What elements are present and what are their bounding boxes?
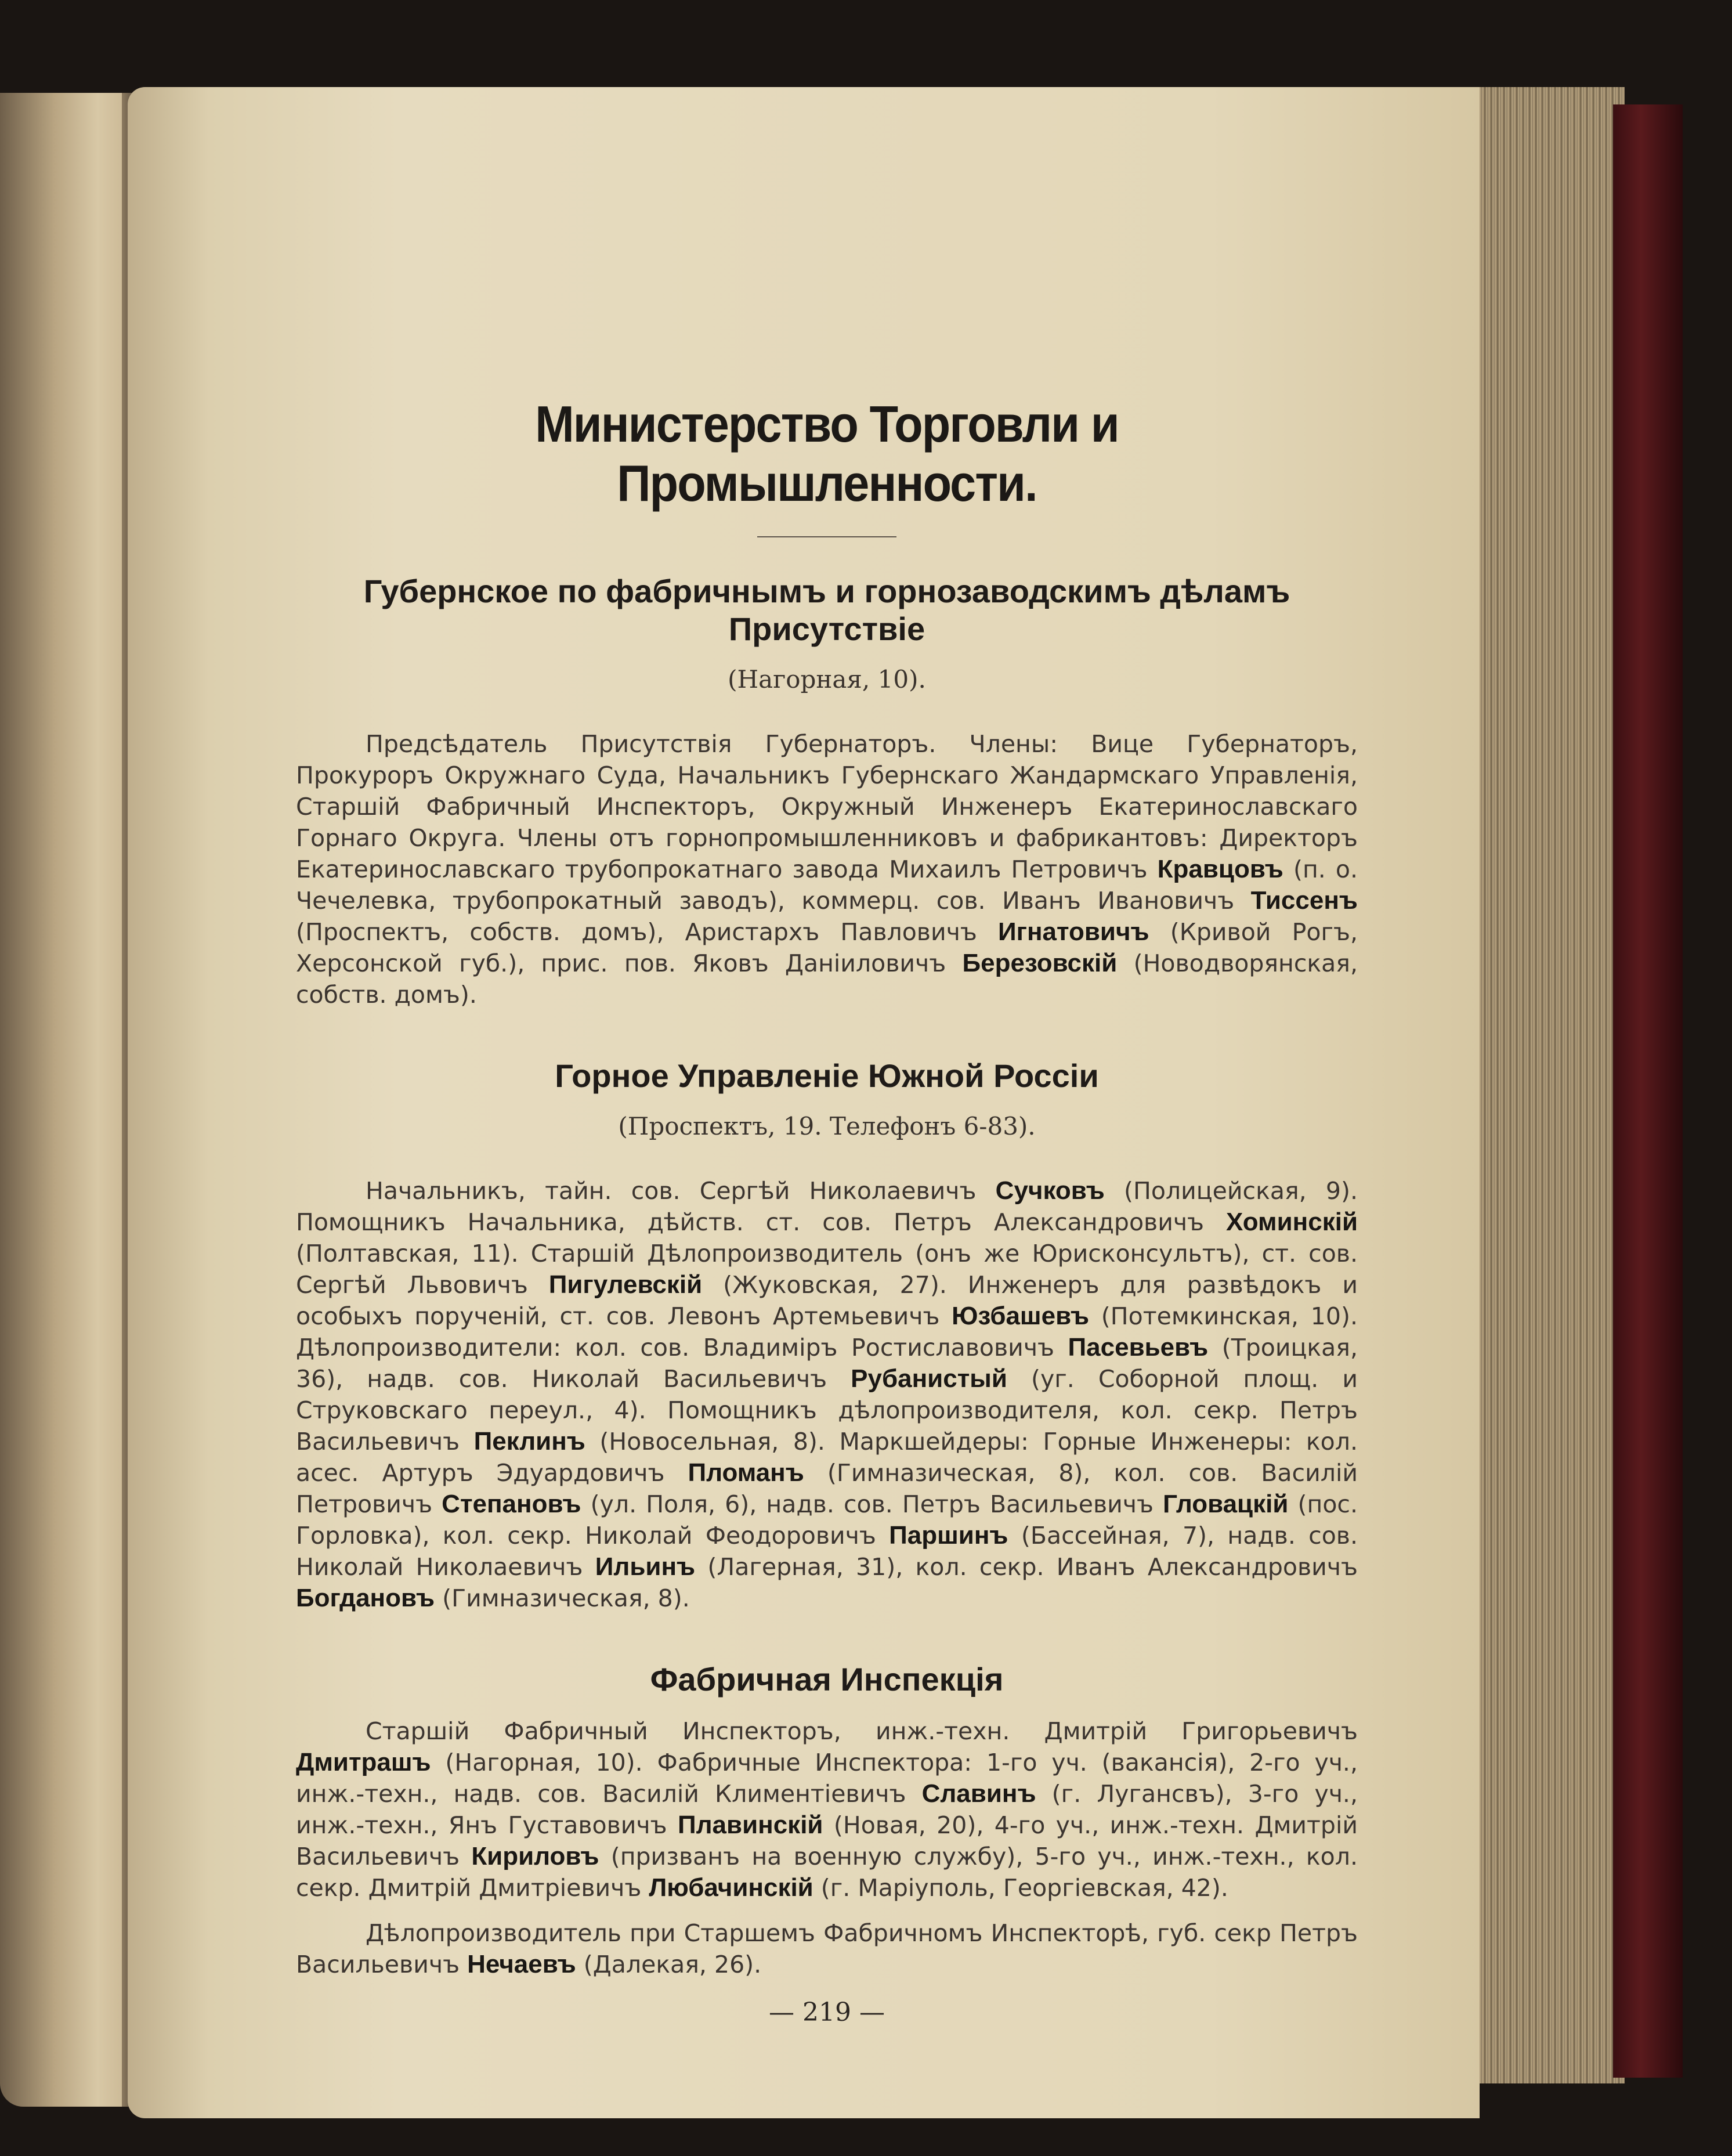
person-surname: Рубанистый bbox=[851, 1364, 1007, 1393]
book-cover bbox=[1613, 104, 1683, 2078]
facing-left-page bbox=[0, 93, 122, 2107]
section-paragraph: Начальникъ, тайн. сов. Сергѣй Николаевичъ Сучковъ (Полицейская, 9). Помощникъ Начальника, дѣйств. ст. сов. Петръ Александровичъ Хоминскій (Полтавская, 11). Старшій Дѣлопроизводитель (онъ же Юрисконсультъ), ст. сов. Сергѣй Львовичъ Пигулевскій (Жуковская, 27). Инженеръ для развѣдокъ и особыхъ порученій, ст. сов. Левонъ Артемьевичъ Юзбашевъ (Потемкинская, 10). Дѣлопроизводители: кол. сов. Владиміръ Ростиславовичъ Пасевьевъ (Троицкая, 36), надв. сов. Николай Васильевичъ Рубанистый (уг. Соборной площ. и Струковскаго переул., 4). Помощникъ дѣлопроизводителя, кол. секр. Петръ Васильевичъ Пеклинъ (Новосельная, 8). Маркшейдеры: Горные Инженеры: кол. асес. Артуръ Эдуардовичъ Пломанъ (Гимназическая, 8), кол. сов. Василій Петровичъ Степановъ (ул. Поля, 6), надв. сов. Петръ Васильевичъ Гловацкій (пос. Горловка), кол. секр. Николай Феодоровичъ Паршинъ (Бассейная, 7), надв. сов. Николай Николаевичъ Ильинъ (Лагерная, 31), кол. секр. Иванъ Александровичъ Богдановъ (Гимназическая, 8). bbox=[296, 1176, 1358, 1612]
section-heading: Губернское по фабричнымъ и горнозаводскимъ дѣламъ Присутствіе bbox=[363, 573, 1290, 647]
section-spacer bbox=[296, 1628, 1358, 1660]
section-address: (Нагорная, 10). bbox=[728, 665, 926, 694]
person-surname: Богдановъ bbox=[296, 1584, 435, 1612]
person-surname: Дмитрашъ bbox=[296, 1748, 431, 1776]
person-surname: Пломанъ bbox=[688, 1458, 804, 1487]
page-edges bbox=[1468, 87, 1625, 2083]
person-surname: Степановъ bbox=[442, 1490, 581, 1518]
person-surname: Пигулевскій bbox=[548, 1270, 703, 1299]
section-paragraph: Дѣлопроизводитель при Старшемъ Фабричномъ Инспекторѣ, губ. секр Петръ Васильевичъ Нечаевъ (Далекая, 26). bbox=[296, 1919, 1358, 1978]
person-surname: Кравцовъ bbox=[1157, 855, 1283, 883]
section-paragraph: Старшій Фабричный Инспекторъ, инж.-техн. Дмитрій Григорьевичъ Дмитрашъ (Нагорная, 10). Фабричные Инспектора: 1-го уч. (вакансія), 2-го уч., инж.-техн., надв. сов. Василій Климентіевичъ Славинъ (г. Лугансвъ), 3-го уч., инж.-техн., Янъ Густавовичъ Плавинскій (Новая, 20), 4-го уч., инж.-техн. Дмитрій Васильевичъ Кириловъ (призванъ на военную службу), 5-го уч., инж.-техн., кол. секр. Дмитрій Дмитріевичъ Любачинскій (г. Маріуполь, Георгіевская, 42). bbox=[296, 1717, 1358, 1902]
person-surname: Тиссенъ bbox=[1250, 886, 1358, 915]
person-surname: Пасевьевъ bbox=[1068, 1333, 1209, 1362]
person-surname: Ильинъ bbox=[595, 1552, 696, 1581]
person-surname: Березовскій bbox=[962, 949, 1118, 977]
section-spacer bbox=[296, 1024, 1358, 1057]
person-surname: Любачинскій bbox=[649, 1873, 813, 1902]
section-heading: Фабричная Инспекція bbox=[650, 1661, 1004, 1698]
person-surname: Хоминскій bbox=[1225, 1208, 1358, 1236]
page-content bbox=[296, 395, 1358, 2027]
person-surname: Плавинскій bbox=[677, 1811, 823, 1839]
person-surname: Сучковъ bbox=[995, 1176, 1105, 1205]
person-surname: Нечаевъ bbox=[467, 1950, 576, 1978]
section-address: (Проспектъ, 19. Телефонъ 6-83). bbox=[618, 1112, 1036, 1140]
title-divider bbox=[757, 536, 896, 537]
page-number: — 219 — bbox=[769, 1998, 885, 2027]
person-surname: Славинъ bbox=[921, 1779, 1036, 1808]
section-paragraph: Предсѣдатель Присутствія Губернаторъ. Члены: Вице Губернаторъ, Прокуроръ Окружнаго Суда, Начальникъ Губернскаго Жандармскаго Управленія, Старшій Фабричный Инспекторъ, Окружный Инженеръ Екатеринославскаго Горнаго Округа. Члены отъ горнопромышленниковъ и фабрикантовъ: Директоръ Екатеринославскаго трубопрокатнаго завода Михаилъ Петровичъ Кравцовъ (п. о. Чечелевка, трубопрокатный заводъ), коммерц. сов. Иванъ Ивановичъ Тиссенъ (Проспектъ, собств. домъ), Аристархъ Павловичъ Игнатовичъ (Кривой Рогъ, Херсонской губ.), прис. пов. Яковъ Даніиловичъ Березовскій (Новодворянская, собств. домъ). bbox=[296, 730, 1358, 1009]
person-surname: Юзбашевъ bbox=[952, 1302, 1090, 1330]
person-surname: Кириловъ bbox=[471, 1842, 599, 1870]
page-title: Министерство Торговли и Промышленности. bbox=[535, 395, 1119, 512]
person-surname: Пеклинъ bbox=[473, 1427, 585, 1456]
section-heading: Горное Управленіе Южной Россіи bbox=[555, 1057, 1099, 1094]
sections-container bbox=[296, 572, 1358, 1980]
person-surname: Паршинъ bbox=[889, 1521, 1008, 1550]
person-surname: Игнатовичъ bbox=[998, 918, 1149, 946]
person-surname: Гловацкій bbox=[1163, 1490, 1289, 1518]
